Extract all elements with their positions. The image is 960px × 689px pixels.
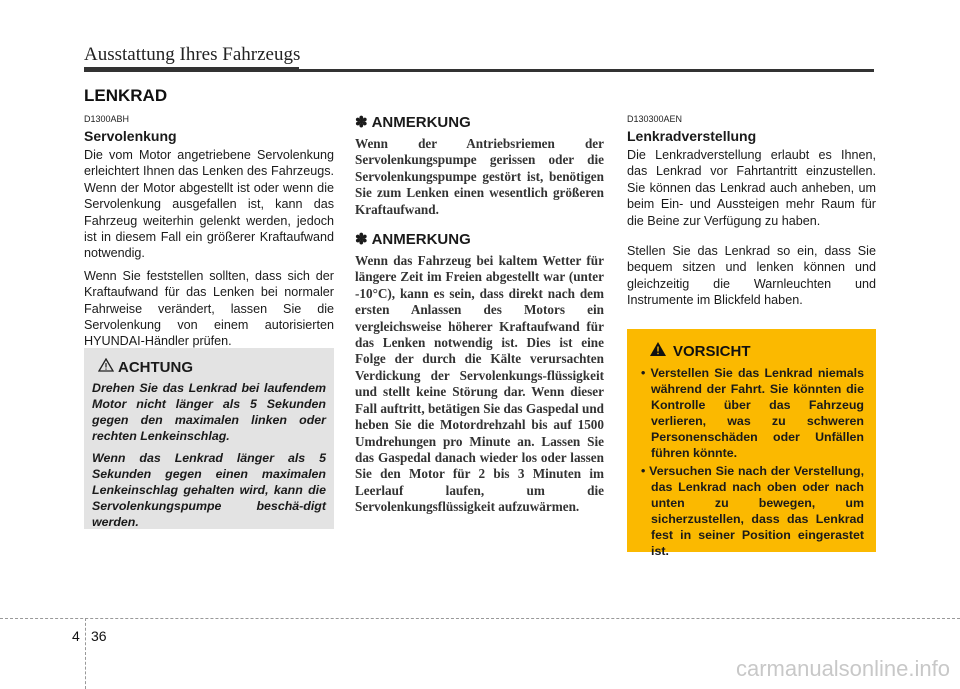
watermark: carmanualsonline.info: [735, 656, 950, 681]
column-lenkradverstellung: [627, 114, 876, 315]
chapter-number: 4: [72, 628, 80, 644]
achtung-title: [98, 358, 326, 376]
note-heading: [355, 113, 604, 131]
section-code: D1300ABH: [84, 114, 130, 124]
note-text: Wenn das Fahrzeug bei kaltem Wetter für längere Zeit im Freien abgestellt war (unter -10°C), kann es sein, dass direkt nach dem ersten Anlassen des Motors ein vergleichsweise höherer Kraftaufwand für das Lenken notwendig ist. Dies ist eine Folge der durch die Kälte verursachten Verdickung der Servolenkungs-flüssigkeit und stellt keine Störung dar. Wenn dieser Fall auftritt, betätigen Sie das Gaspedal und heben Sie die Motordrehzahl bis auf 1500 Umdrehungen pro Minute an. Lassen Sie das Gaspedal danach wieder los oder lassen Sie den Motor für 2 bis 3 Minuten im Leerlauf laufen, um die Servolenkungsflüssigkeit aufzuwärmen.: [355, 253, 604, 515]
footer-divider: [85, 618, 86, 689]
subheading-servolenkung: Servolenkung: [84, 128, 177, 144]
paragraph: Die Lenkradverstellung erlaubt es Ihnen, das Lenkrad vor Fahrtantritt einzustellen. Sie können das Lenkrad auch anheben, um beim Ein- und Aussteigen mehr Raum für die Beine zur Verfügung zu haben.: [627, 148, 876, 228]
column-servolenkung: [84, 114, 334, 356]
header-title: Ausstattung Ihres Fahrzeugs: [84, 44, 301, 65]
asterisk-icon: ✽: [355, 114, 368, 131]
note-heading: [355, 230, 604, 248]
vorsicht-title: [649, 341, 864, 361]
list-item: • Versuchen Sie nach der Verstellung, das Lenkrad nach oben oder nach unten zu bewegen, um sicherzustellen, dass das Lenkrad fest in seiner Position eingerastet ist.: [641, 464, 865, 558]
section-code: D130300AEN: [627, 114, 683, 124]
warning-triangle-icon: [98, 358, 114, 376]
paragraph: Stellen Sie das Lenkrad so ein, dass Sie bequem sitzen und lenken können und gleichzeitig die Warnleuchten und Instrumente im Blickfeld haben.: [627, 244, 876, 308]
vorsicht-list: [639, 365, 864, 559]
vorsicht-box: [627, 329, 876, 558]
achtung-text: Wenn das Lenkrad länger als 5 Sekunden gegen einen maximalen Lenkeinschlag gehalten wird, kann die Servolenkungspumpe beschä-digt werden.: [92, 451, 326, 529]
achtung-text: Drehen Sie das Lenkrad bei laufendem Motor nicht länger als 5 Sekunden gegen den maximalen linken oder rechten Lenkeinschlag.: [92, 381, 326, 443]
page-number: 36: [91, 628, 107, 644]
list-item: • Verstellen Sie das Lenkrad niemals während der Fahrt. Sie könnten die Kontrolle über das Fahrzeug verlieren, was zu schweren Personenschäden oder Unfällen führen könnte.: [641, 366, 864, 460]
header-rule: [84, 69, 874, 72]
warning-triangle-icon: [649, 341, 667, 361]
paragraph: Die vom Motor angetriebene Servolenkung erleichtert Ihnen das Lenken des Fahrzeugs. Wenn der Motor abgestellt ist oder wenn die Servolenkung ausgefallen ist, kann das Fahrzeug weiterhin gelenkt werden, jedoch ist in diesem Fall ein größerer Kraftaufwand notwendig.: [84, 148, 334, 261]
column-anmerkung: [355, 113, 604, 528]
paragraph: Wenn Sie feststellen sollten, dass sich der Kraftaufwand für das Lenken bei normaler Fahrweise verändert, lassen Sie die Servolenkung von einem autorisierten HYUNDAI-Händler prüfen.: [84, 268, 334, 349]
asterisk-icon: ✽: [355, 231, 368, 249]
note-text: Wenn der Antriebsriemen der Servolenkungspumpe gerissen oder die Servolenkungspumpe gestört ist, benötigen Sie zum Lenken einen wesentlich größeren Kraftaufwand.: [355, 136, 604, 217]
vorsicht-label: VORSICHT: [673, 342, 751, 360]
subheading-lenkradverstellung: Lenkradverstellung: [627, 128, 757, 144]
achtung-label: ACHTUNG: [118, 358, 193, 376]
achtung-box: [84, 348, 334, 529]
note-title: ANMERKUNG: [371, 113, 471, 131]
section-title: LENKRAD: [84, 86, 168, 105]
note-title: ANMERKUNG: [371, 230, 471, 248]
footer-rule: [0, 618, 960, 619]
